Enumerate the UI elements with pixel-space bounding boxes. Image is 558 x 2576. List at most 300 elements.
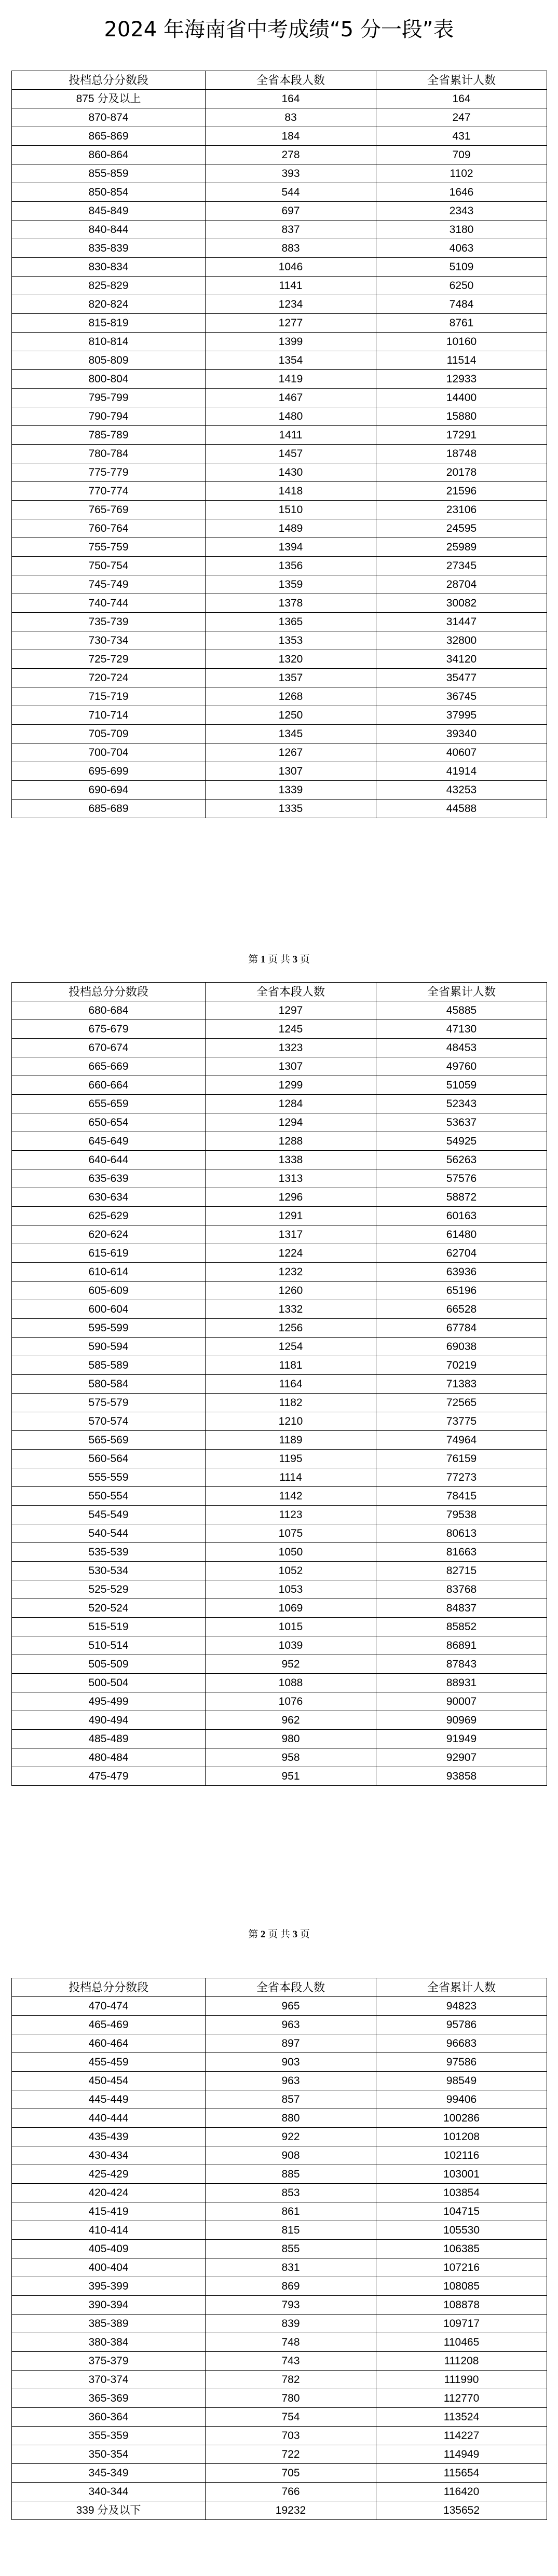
cell-cumulative-count: 72565 bbox=[376, 1394, 547, 1412]
table-row bbox=[12, 463, 547, 482]
table-row bbox=[12, 2053, 547, 2072]
table-row bbox=[12, 1543, 547, 1562]
cell-cumulative-count: 106385 bbox=[376, 2240, 547, 2258]
cell-score-range: 595-599 bbox=[12, 1319, 206, 1338]
cell-segment-count: 278 bbox=[206, 146, 376, 164]
table-row bbox=[12, 1338, 547, 1356]
cell-cumulative-count: 81663 bbox=[376, 1543, 547, 1562]
cell-segment-count: 782 bbox=[206, 2371, 376, 2389]
cell-segment-count: 1210 bbox=[206, 1412, 376, 1431]
cell-cumulative-count: 86891 bbox=[376, 1636, 547, 1655]
table-row bbox=[12, 762, 547, 781]
score-table-page-3-wrap bbox=[11, 1978, 547, 2520]
cell-cumulative-count: 70219 bbox=[376, 1356, 547, 1375]
cell-score-range: 360-364 bbox=[12, 2408, 206, 2427]
footer-text: 页 共 bbox=[268, 954, 290, 965]
cell-segment-count: 1182 bbox=[206, 1394, 376, 1412]
table-row bbox=[12, 575, 547, 594]
cell-segment-count: 963 bbox=[206, 2016, 376, 2034]
cell-cumulative-count: 111990 bbox=[376, 2371, 547, 2389]
cell-cumulative-count: 6250 bbox=[376, 277, 547, 295]
cell-score-range: 780-784 bbox=[12, 445, 206, 463]
cell-score-range: 680-684 bbox=[12, 1001, 206, 1020]
cell-segment-count: 1294 bbox=[206, 1113, 376, 1132]
cell-score-range: 435-439 bbox=[12, 2128, 206, 2146]
cell-cumulative-count: 73775 bbox=[376, 1412, 547, 1431]
cell-score-range: 810-814 bbox=[12, 333, 206, 351]
cell-cumulative-count: 47130 bbox=[376, 1020, 547, 1039]
cell-segment-count: 703 bbox=[206, 2427, 376, 2445]
cell-cumulative-count: 102116 bbox=[376, 2146, 547, 2165]
cell-segment-count: 1411 bbox=[206, 426, 376, 445]
cell-segment-count: 1053 bbox=[206, 1580, 376, 1599]
cell-score-range: 530-534 bbox=[12, 1562, 206, 1580]
cell-score-range: 445-449 bbox=[12, 2090, 206, 2109]
cell-segment-count: 1291 bbox=[206, 1207, 376, 1225]
table-row bbox=[12, 351, 547, 370]
cell-segment-count: 793 bbox=[206, 2296, 376, 2315]
cell-cumulative-count: 69038 bbox=[376, 1338, 547, 1356]
cell-cumulative-count: 20178 bbox=[376, 463, 547, 482]
cell-cumulative-count: 84837 bbox=[376, 1599, 547, 1618]
cell-segment-count: 857 bbox=[206, 2090, 376, 2109]
cell-cumulative-count: 7484 bbox=[376, 295, 547, 314]
table-row bbox=[12, 239, 547, 258]
cell-score-range: 505-509 bbox=[12, 1655, 206, 1674]
table-row bbox=[12, 1674, 547, 1692]
table-row bbox=[12, 1001, 547, 1020]
cell-cumulative-count: 12933 bbox=[376, 370, 547, 389]
cell-score-range: 540-544 bbox=[12, 1524, 206, 1543]
cell-cumulative-count: 113524 bbox=[376, 2408, 547, 2427]
cell-segment-count: 952 bbox=[206, 1655, 376, 1674]
table-row bbox=[12, 594, 547, 613]
cell-cumulative-count: 53637 bbox=[376, 1113, 547, 1132]
table-row bbox=[12, 1580, 547, 1599]
table-row bbox=[12, 1487, 547, 1506]
page-footer-2 bbox=[0, 1928, 558, 1941]
cell-segment-count: 1338 bbox=[206, 1151, 376, 1169]
cell-score-range: 750-754 bbox=[12, 557, 206, 575]
cell-cumulative-count: 99406 bbox=[376, 2090, 547, 2109]
cell-segment-count: 1378 bbox=[206, 594, 376, 613]
cell-score-range: 660-664 bbox=[12, 1076, 206, 1095]
table-row bbox=[12, 2090, 547, 2109]
cell-segment-count: 1457 bbox=[206, 445, 376, 463]
cell-segment-count: 184 bbox=[206, 127, 376, 146]
cell-segment-count: 885 bbox=[206, 2165, 376, 2184]
table-row bbox=[12, 1506, 547, 1524]
cell-cumulative-count: 77273 bbox=[376, 1468, 547, 1487]
cell-cumulative-count: 91949 bbox=[376, 1730, 547, 1748]
cell-segment-count: 1254 bbox=[206, 1338, 376, 1356]
cell-score-range: 615-619 bbox=[12, 1244, 206, 1263]
table-row bbox=[12, 2501, 547, 2520]
cell-cumulative-count: 95786 bbox=[376, 2016, 547, 2034]
table-row bbox=[12, 1412, 547, 1431]
table-row bbox=[12, 1300, 547, 1319]
cell-score-range: 740-744 bbox=[12, 594, 206, 613]
cell-cumulative-count: 4063 bbox=[376, 239, 547, 258]
cell-cumulative-count: 78415 bbox=[376, 1487, 547, 1506]
cell-score-range: 690-694 bbox=[12, 781, 206, 800]
table-row bbox=[12, 1730, 547, 1748]
table-row bbox=[12, 445, 547, 463]
table-row bbox=[12, 2109, 547, 2128]
cell-segment-count: 1320 bbox=[206, 650, 376, 669]
cell-segment-count: 853 bbox=[206, 2184, 376, 2202]
cell-segment-count: 1267 bbox=[206, 743, 376, 762]
cell-segment-count: 1245 bbox=[206, 1020, 376, 1039]
cell-score-range: 339 分及以下 bbox=[12, 2501, 206, 2520]
cell-segment-count: 815 bbox=[206, 2221, 376, 2240]
cell-segment-count: 1288 bbox=[206, 1132, 376, 1151]
table-row bbox=[12, 1450, 547, 1468]
cell-segment-count: 1076 bbox=[206, 1692, 376, 1711]
cell-segment-count: 1394 bbox=[206, 538, 376, 557]
table-row bbox=[12, 2371, 547, 2389]
table-row bbox=[12, 1207, 547, 1225]
cell-cumulative-count: 3180 bbox=[376, 221, 547, 239]
cell-segment-count: 722 bbox=[206, 2445, 376, 2464]
table-row bbox=[12, 557, 547, 575]
table-row bbox=[12, 1319, 547, 1338]
cell-score-range: 650-654 bbox=[12, 1113, 206, 1132]
cell-score-range: 785-789 bbox=[12, 426, 206, 445]
cell-segment-count: 164 bbox=[206, 90, 376, 108]
footer-text: 第 bbox=[248, 1929, 258, 1940]
cell-segment-count: 962 bbox=[206, 1711, 376, 1730]
cell-score-range: 585-589 bbox=[12, 1356, 206, 1375]
cell-segment-count: 780 bbox=[206, 2389, 376, 2408]
table-row bbox=[12, 1076, 547, 1095]
cell-score-range: 370-374 bbox=[12, 2371, 206, 2389]
cell-cumulative-count: 85852 bbox=[376, 1618, 547, 1636]
cell-cumulative-count: 34120 bbox=[376, 650, 547, 669]
footer-text: 第 bbox=[248, 954, 258, 965]
table-row bbox=[12, 2277, 547, 2296]
footer-page-number: 2 bbox=[260, 1929, 266, 1940]
cell-cumulative-count: 112770 bbox=[376, 2389, 547, 2408]
cell-score-range: 725-729 bbox=[12, 650, 206, 669]
cell-cumulative-count: 25989 bbox=[376, 538, 547, 557]
cell-cumulative-count: 71383 bbox=[376, 1375, 547, 1394]
cell-score-range: 375-379 bbox=[12, 2352, 206, 2371]
cell-segment-count: 754 bbox=[206, 2408, 376, 2427]
table-row bbox=[12, 108, 547, 127]
cell-score-range: 520-524 bbox=[12, 1599, 206, 1618]
cell-segment-count: 855 bbox=[206, 2240, 376, 2258]
cell-segment-count: 837 bbox=[206, 221, 376, 239]
cell-score-range: 655-659 bbox=[12, 1095, 206, 1113]
table-header-row bbox=[12, 983, 547, 1001]
table-row bbox=[12, 1169, 547, 1188]
score-table-page-2 bbox=[11, 982, 547, 1786]
cell-segment-count: 1359 bbox=[206, 575, 376, 594]
cell-score-range: 805-809 bbox=[12, 351, 206, 370]
table-row bbox=[12, 370, 547, 389]
cell-score-range: 440-444 bbox=[12, 2109, 206, 2128]
header-cumulative-count: 全省累计人数 bbox=[376, 983, 547, 1001]
cell-cumulative-count: 108085 bbox=[376, 2277, 547, 2296]
cell-cumulative-count: 65196 bbox=[376, 1282, 547, 1300]
cell-segment-count: 1277 bbox=[206, 314, 376, 333]
page-footer-1 bbox=[0, 954, 558, 966]
cell-segment-count: 1354 bbox=[206, 351, 376, 370]
cell-score-range: 695-699 bbox=[12, 762, 206, 781]
cell-score-range: 410-414 bbox=[12, 2221, 206, 2240]
cell-score-range: 790-794 bbox=[12, 407, 206, 426]
cell-cumulative-count: 40607 bbox=[376, 743, 547, 762]
cell-cumulative-count: 52343 bbox=[376, 1095, 547, 1113]
table-row bbox=[12, 2315, 547, 2333]
cell-score-range: 870-874 bbox=[12, 108, 206, 127]
table-row bbox=[12, 1767, 547, 1786]
cell-segment-count: 1480 bbox=[206, 407, 376, 426]
table-row bbox=[12, 1636, 547, 1655]
cell-cumulative-count: 35477 bbox=[376, 669, 547, 687]
cell-score-range: 770-774 bbox=[12, 482, 206, 501]
table-row bbox=[12, 1599, 547, 1618]
cell-cumulative-count: 135652 bbox=[376, 2501, 547, 2520]
cell-segment-count: 1050 bbox=[206, 1543, 376, 1562]
cell-segment-count: 958 bbox=[206, 1748, 376, 1767]
cell-cumulative-count: 107216 bbox=[376, 2258, 547, 2277]
table-header-row bbox=[12, 1978, 547, 1997]
cell-score-range: 850-854 bbox=[12, 183, 206, 202]
cell-segment-count: 1467 bbox=[206, 389, 376, 407]
cell-cumulative-count: 87843 bbox=[376, 1655, 547, 1674]
cell-cumulative-count: 18748 bbox=[376, 445, 547, 463]
table-row bbox=[12, 1151, 547, 1169]
cell-score-range: 345-349 bbox=[12, 2464, 206, 2483]
cell-cumulative-count: 56263 bbox=[376, 1151, 547, 1169]
table-row bbox=[12, 2333, 547, 2352]
table-row bbox=[12, 2221, 547, 2240]
cell-cumulative-count: 74964 bbox=[376, 1431, 547, 1450]
cell-cumulative-count: 97586 bbox=[376, 2053, 547, 2072]
footer-page-number: 1 bbox=[260, 954, 266, 965]
cell-cumulative-count: 17291 bbox=[376, 426, 547, 445]
cell-segment-count: 831 bbox=[206, 2258, 376, 2277]
cell-cumulative-count: 94823 bbox=[376, 1997, 547, 2016]
cell-score-range: 635-639 bbox=[12, 1169, 206, 1188]
cell-cumulative-count: 15880 bbox=[376, 407, 547, 426]
cell-segment-count: 869 bbox=[206, 2277, 376, 2296]
cell-segment-count: 1232 bbox=[206, 1263, 376, 1282]
header-score-range: 投档总分分数段 bbox=[12, 983, 206, 1001]
table-row bbox=[12, 482, 547, 501]
score-table-page-1-wrap bbox=[11, 71, 547, 818]
cell-segment-count: 1296 bbox=[206, 1188, 376, 1207]
footer-text: 页 bbox=[300, 1929, 310, 1940]
cell-score-range: 685-689 bbox=[12, 800, 206, 818]
cell-segment-count: 965 bbox=[206, 1997, 376, 2016]
table-row bbox=[12, 2483, 547, 2501]
cell-score-range: 860-864 bbox=[12, 146, 206, 164]
cell-cumulative-count: 82715 bbox=[376, 1562, 547, 1580]
cell-score-range: 465-469 bbox=[12, 2016, 206, 2034]
table-row bbox=[12, 501, 547, 519]
cell-score-range: 670-674 bbox=[12, 1039, 206, 1057]
cell-score-range: 745-749 bbox=[12, 575, 206, 594]
table-row bbox=[12, 1562, 547, 1580]
cell-cumulative-count: 114949 bbox=[376, 2445, 547, 2464]
cell-segment-count: 1317 bbox=[206, 1225, 376, 1244]
header-score-range: 投档总分分数段 bbox=[12, 1978, 206, 1997]
table-row bbox=[12, 650, 547, 669]
cell-score-range: 495-499 bbox=[12, 1692, 206, 1711]
cell-score-range: 800-804 bbox=[12, 370, 206, 389]
table-row bbox=[12, 2184, 547, 2202]
cell-score-range: 350-354 bbox=[12, 2445, 206, 2464]
cell-segment-count: 1335 bbox=[206, 800, 376, 818]
cell-segment-count: 951 bbox=[206, 1767, 376, 1786]
cell-score-range: 405-409 bbox=[12, 2240, 206, 2258]
table-row bbox=[12, 2352, 547, 2371]
cell-score-range: 500-504 bbox=[12, 1674, 206, 1692]
cell-segment-count: 1268 bbox=[206, 687, 376, 706]
table-row bbox=[12, 127, 547, 146]
cell-cumulative-count: 88931 bbox=[376, 1674, 547, 1692]
cell-segment-count: 1015 bbox=[206, 1618, 376, 1636]
cell-score-range: 620-624 bbox=[12, 1225, 206, 1244]
cell-score-range: 365-369 bbox=[12, 2389, 206, 2408]
cell-score-range: 565-569 bbox=[12, 1431, 206, 1450]
cell-cumulative-count: 54925 bbox=[376, 1132, 547, 1151]
cell-segment-count: 1399 bbox=[206, 333, 376, 351]
cell-segment-count: 1039 bbox=[206, 1636, 376, 1655]
table-row bbox=[12, 1244, 547, 1263]
cell-cumulative-count: 101208 bbox=[376, 2128, 547, 2146]
cell-segment-count: 1489 bbox=[206, 519, 376, 538]
cell-segment-count: 83 bbox=[206, 108, 376, 127]
table-row bbox=[12, 277, 547, 295]
cell-cumulative-count: 10160 bbox=[376, 333, 547, 351]
cell-score-range: 485-489 bbox=[12, 1730, 206, 1748]
table-row bbox=[12, 295, 547, 314]
cell-score-range: 355-359 bbox=[12, 2427, 206, 2445]
cell-cumulative-count: 21596 bbox=[376, 482, 547, 501]
cell-segment-count: 963 bbox=[206, 2072, 376, 2090]
cell-score-range: 775-779 bbox=[12, 463, 206, 482]
cell-segment-count: 748 bbox=[206, 2333, 376, 2352]
cell-cumulative-count: 23106 bbox=[376, 501, 547, 519]
cell-score-range: 575-579 bbox=[12, 1394, 206, 1412]
cell-score-range: 450-454 bbox=[12, 2072, 206, 2090]
cell-segment-count: 19232 bbox=[206, 2501, 376, 2520]
cell-segment-count: 1299 bbox=[206, 1076, 376, 1095]
cell-cumulative-count: 116420 bbox=[376, 2483, 547, 2501]
score-table-page-3 bbox=[11, 1978, 547, 2520]
table-row bbox=[12, 706, 547, 725]
table-row bbox=[12, 1748, 547, 1767]
table-row bbox=[12, 1468, 547, 1487]
cell-score-range: 705-709 bbox=[12, 725, 206, 743]
cell-cumulative-count: 93858 bbox=[376, 1767, 547, 1786]
cell-segment-count: 1195 bbox=[206, 1450, 376, 1468]
cell-cumulative-count: 66528 bbox=[376, 1300, 547, 1319]
cell-cumulative-count: 24595 bbox=[376, 519, 547, 538]
table-row bbox=[12, 90, 547, 108]
cell-segment-count: 897 bbox=[206, 2034, 376, 2053]
table-row bbox=[12, 2034, 547, 2053]
table-row bbox=[12, 1188, 547, 1207]
cell-score-range: 400-404 bbox=[12, 2258, 206, 2277]
cell-cumulative-count: 30082 bbox=[376, 594, 547, 613]
cell-score-range: 420-424 bbox=[12, 2184, 206, 2202]
cell-segment-count: 1224 bbox=[206, 1244, 376, 1263]
cell-segment-count: 1419 bbox=[206, 370, 376, 389]
table-row bbox=[12, 1692, 547, 1711]
cell-score-range: 460-464 bbox=[12, 2034, 206, 2053]
cell-segment-count: 1339 bbox=[206, 781, 376, 800]
cell-cumulative-count: 2343 bbox=[376, 202, 547, 221]
cell-segment-count: 1046 bbox=[206, 258, 376, 277]
cell-segment-count: 1075 bbox=[206, 1524, 376, 1543]
cell-cumulative-count: 32800 bbox=[376, 631, 547, 650]
cell-score-range: 415-419 bbox=[12, 2202, 206, 2221]
cell-cumulative-count: 110465 bbox=[376, 2333, 547, 2352]
cell-cumulative-count: 100286 bbox=[376, 2109, 547, 2128]
table-row bbox=[12, 202, 547, 221]
cell-score-range: 640-644 bbox=[12, 1151, 206, 1169]
cell-cumulative-count: 45885 bbox=[376, 1001, 547, 1020]
table-row bbox=[12, 1711, 547, 1730]
cell-cumulative-count: 37995 bbox=[376, 706, 547, 725]
table-row bbox=[12, 407, 547, 426]
table-row bbox=[12, 164, 547, 183]
cell-cumulative-count: 83768 bbox=[376, 1580, 547, 1599]
table-row bbox=[12, 743, 547, 762]
cell-score-range: 845-849 bbox=[12, 202, 206, 221]
cell-cumulative-count: 62704 bbox=[376, 1244, 547, 1263]
cell-score-range: 580-584 bbox=[12, 1375, 206, 1394]
table-row bbox=[12, 1095, 547, 1113]
cell-cumulative-count: 709 bbox=[376, 146, 547, 164]
cell-segment-count: 1052 bbox=[206, 1562, 376, 1580]
cell-segment-count: 1142 bbox=[206, 1487, 376, 1506]
cell-score-range: 730-734 bbox=[12, 631, 206, 650]
cell-score-range: 875 分及以上 bbox=[12, 90, 206, 108]
cell-segment-count: 544 bbox=[206, 183, 376, 202]
cell-cumulative-count: 1102 bbox=[376, 164, 547, 183]
cell-cumulative-count: 31447 bbox=[376, 613, 547, 631]
cell-segment-count: 1260 bbox=[206, 1282, 376, 1300]
cell-segment-count: 1307 bbox=[206, 1057, 376, 1076]
table-row bbox=[12, 669, 547, 687]
cell-score-range: 625-629 bbox=[12, 1207, 206, 1225]
cell-cumulative-count: 431 bbox=[376, 127, 547, 146]
table-row bbox=[12, 538, 547, 557]
cell-score-range: 855-859 bbox=[12, 164, 206, 183]
cell-segment-count: 1297 bbox=[206, 1001, 376, 1020]
table-row bbox=[12, 1618, 547, 1636]
table-row bbox=[12, 2128, 547, 2146]
header-segment-count: 全省本段人数 bbox=[206, 983, 376, 1001]
table-row bbox=[12, 333, 547, 351]
cell-cumulative-count: 39340 bbox=[376, 725, 547, 743]
cell-score-range: 340-344 bbox=[12, 2483, 206, 2501]
cell-segment-count: 1164 bbox=[206, 1375, 376, 1394]
table-row bbox=[12, 1375, 547, 1394]
cell-score-range: 510-514 bbox=[12, 1636, 206, 1655]
header-segment-count: 全省本段人数 bbox=[206, 71, 376, 90]
cell-score-range: 380-384 bbox=[12, 2333, 206, 2352]
table-row bbox=[12, 1997, 547, 2016]
cell-segment-count: 839 bbox=[206, 2315, 376, 2333]
cell-score-range: 760-764 bbox=[12, 519, 206, 538]
